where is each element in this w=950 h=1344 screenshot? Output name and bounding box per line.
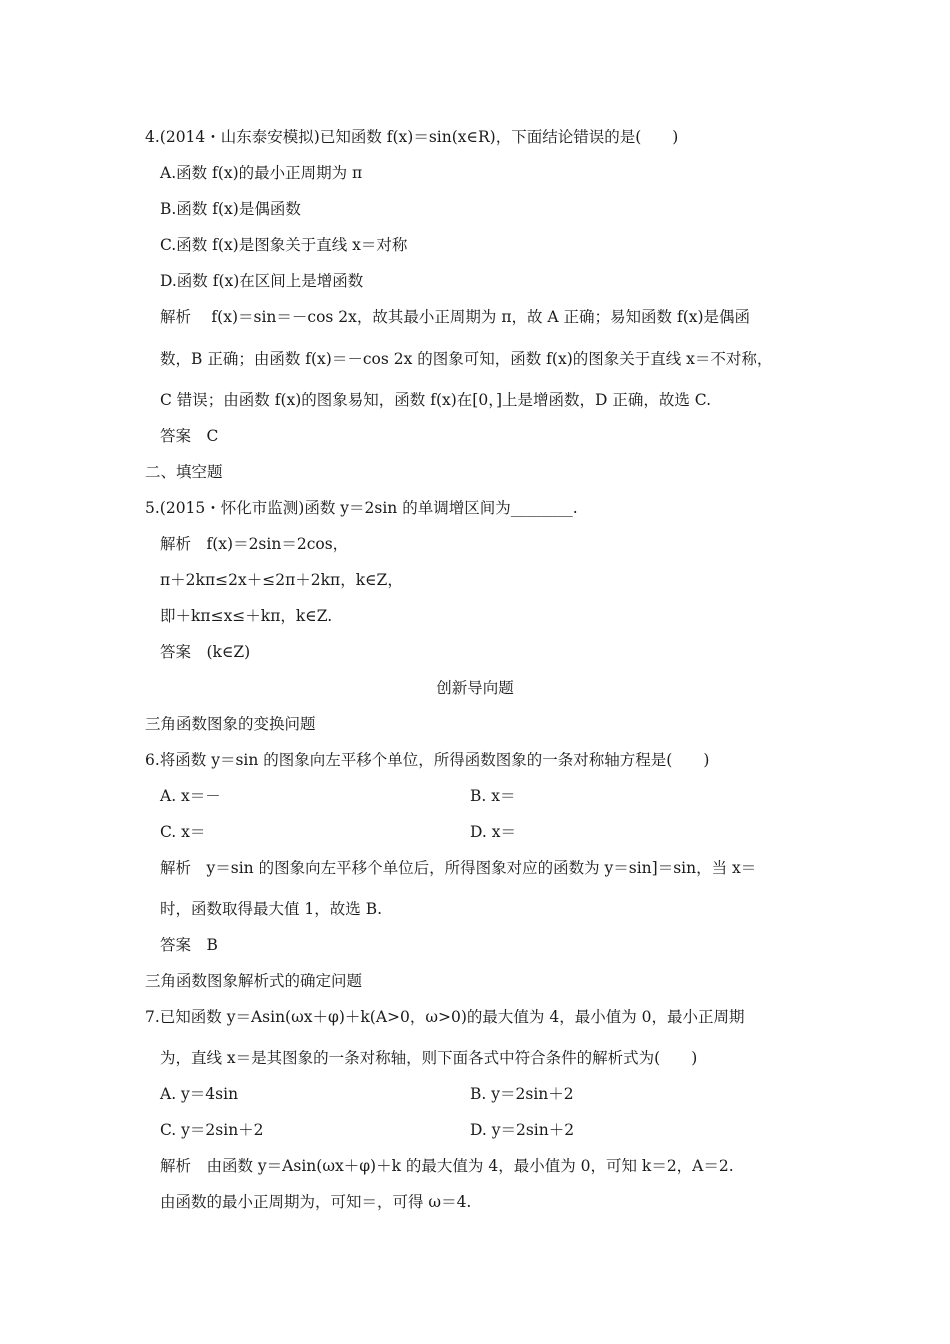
q6-option-c: C. x＝	[160, 823, 206, 841]
q4-option-c: C.函数 f(x)是图象关于直线 x＝对称	[160, 236, 408, 254]
q6-solution-line2: 时，函数取得最大值 1，故选 B.	[160, 900, 383, 918]
q5-solution-line1: 解析 f(x)＝2sin＝2cos，	[160, 535, 349, 553]
innovation-heading: 创新导向题	[436, 679, 514, 697]
q6-option-a: A. x＝－	[160, 787, 221, 805]
q7-option-c: C. y＝2sin＋2	[160, 1121, 264, 1139]
q7-option-a: A. y＝4sin	[160, 1085, 239, 1103]
q4-answer: 答案 C	[160, 427, 219, 445]
q7-solution-line2: 由函数的最小正周期为，可知＝，可得 ω＝4.	[160, 1193, 472, 1211]
q4-stem: 4.(2014・山东泰安模拟)已知函数 f(x)＝sin(x∈R)，下面结论错误的是( )	[145, 128, 679, 146]
topic-heading-2: 三角函数图象解析式的确定问题	[145, 972, 363, 990]
q6-option-b: B. x＝	[470, 787, 516, 805]
q4-solution-line2: 数，B 正确；由函数 f(x)＝－cos 2x 的图象可知，函数 f(x)的图象关于直线 x＝不对称，	[160, 350, 773, 368]
q7-solution-line1: 解析 由函数 y＝Asin(ωx＋φ)＋k 的最大值为 4，最小值为 0，可知 k＝2，A＝2.	[160, 1157, 734, 1175]
q4-option-b: B.函数 f(x)是偶函数	[160, 200, 301, 218]
q7-stem-line1: 7.已知函数 y＝Asin(ωx＋φ)＋k(A>0，ω>0)的最大值为 4，最小值为 0，最小正周期	[145, 1008, 745, 1026]
q4-solution-line1: 解析 f(x)＝sin＝－cos 2x，故其最小正周期为 π，故 A 正确；易知函数 f(x)是偶函	[160, 308, 751, 326]
q5-solution-line3: 即＋kπ≤x≤＋kπ，k∈Z.	[160, 607, 333, 625]
q7-stem-line2: 为，直线 x＝是其图象的一条对称轴，则下面各式中符合条件的解析式为( )	[160, 1049, 698, 1067]
q5-answer: 答案 (k∈Z)	[160, 643, 251, 661]
q7-option-b: B. y＝2sin＋2	[470, 1085, 574, 1103]
q6-solution-line1: 解析 y＝sin 的图象向左平移个单位后，所得图象对应的函数为 y＝sin]＝sin，当 x＝	[160, 859, 757, 877]
q5-solution-line2: π＋2kπ≤2x＋≤2π＋2kπ，k∈Z，	[160, 571, 403, 589]
q6-stem: 6.将函数 y＝sin 的图象向左平移个单位，所得函数图象的一条对称轴方程是( )	[145, 751, 710, 769]
q6-answer: 答案 B	[160, 936, 218, 954]
q5-stem: 5.(2015・怀化市监测)函数 y＝2sin 的单调增区间为________.	[145, 499, 578, 517]
q4-option-a: A.函数 f(x)的最小正周期为 π	[160, 164, 363, 182]
topic-heading-1: 三角函数图象的变换问题	[145, 715, 316, 733]
q7-option-d: D. y＝2sin＋2	[470, 1121, 575, 1139]
section-heading: 二、填空题	[145, 463, 223, 481]
q4-solution-line3: C 错误；由函数 f(x)的图象易知，函数 f(x)在[0，]上是增函数，D 正确，故选 C.	[160, 391, 712, 409]
q6-option-d: D. x＝	[470, 823, 516, 841]
q4-option-d: D.函数 f(x)在区间上是增函数	[160, 272, 364, 290]
